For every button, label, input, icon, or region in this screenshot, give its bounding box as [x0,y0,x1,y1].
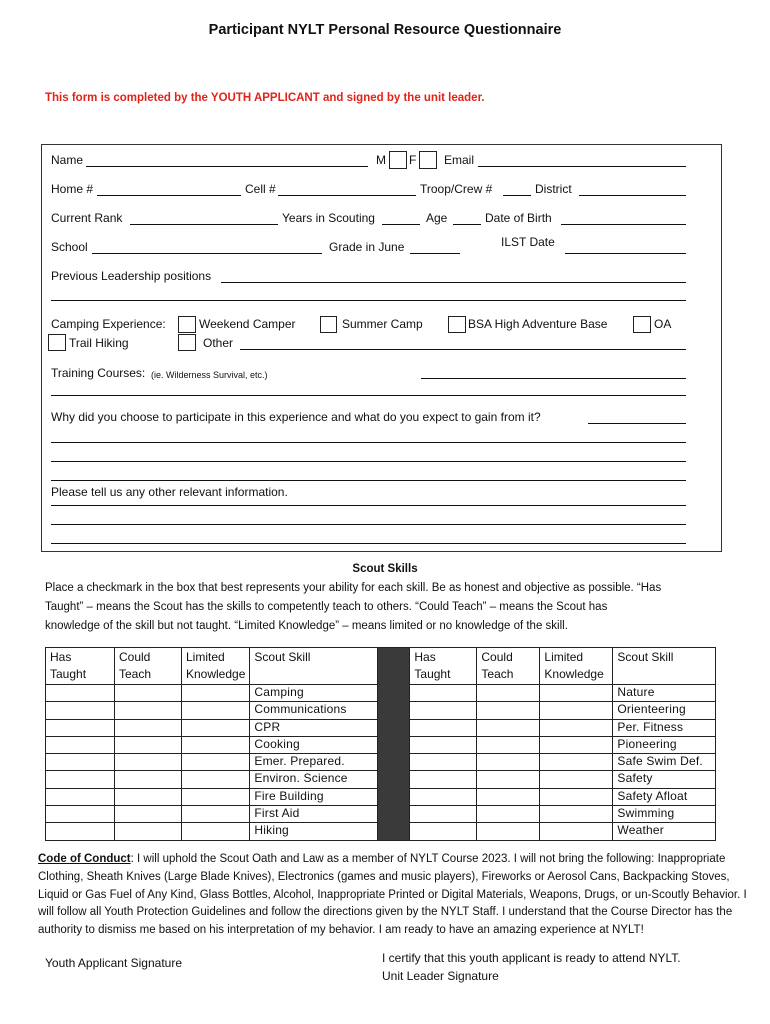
could-teach-cell[interactable] [477,685,540,702]
has-taught-cell[interactable] [46,771,115,788]
limited-knowledge-cell[interactable] [182,771,250,788]
could-teach-cell[interactable] [477,788,540,805]
other-field[interactable] [240,349,686,350]
training-field[interactable] [421,378,686,379]
age-field[interactable] [453,224,481,225]
has-taught-header-2 [410,648,477,685]
youth-signature-label: Youth Applicant Signature [45,956,182,970]
limited-knowledge-cell[interactable] [540,788,613,805]
other-info-label: Please tell us any other relevant information. [51,485,288,499]
limited-knowledge-cell[interactable] [540,771,613,788]
header-text: Taught [414,667,451,681]
header-text: Knowledge [544,667,604,681]
other-info-field[interactable] [51,505,686,506]
skill-name: Per. Fitness [613,719,716,736]
has-taught-cell[interactable] [410,788,477,805]
troop-field[interactable] [503,195,531,196]
has-taught-cell[interactable] [46,702,115,719]
has-taught-cell[interactable] [46,736,115,753]
header-text: Could [481,650,513,664]
could-teach-header [115,648,182,685]
school-label: School [51,240,88,254]
could-teach-cell[interactable] [115,754,182,771]
why-field[interactable] [588,423,686,424]
camping-label: Camping Experience: [51,317,166,331]
limited-knowledge-cell[interactable] [182,736,250,753]
skill-name: Fire Building [250,788,378,805]
email-label: Email [444,153,475,167]
current-rank-field[interactable] [130,224,278,225]
ilst-date-field[interactable] [565,253,686,254]
female-label: F [409,153,417,167]
has-taught-cell[interactable] [46,788,115,805]
scout-skill-header-2: Scout Skill [613,648,716,685]
ilst-date-label: ILST Date [501,235,555,249]
has-taught-cell[interactable] [410,806,477,823]
code-of-conduct [38,851,748,940]
has-taught-cell[interactable] [46,806,115,823]
limited-knowledge-cell[interactable] [540,719,613,736]
page-title: Participant NYLT Personal Resource Questionnaire [208,22,562,38]
skill-name: Pioneering [613,736,716,753]
home-phone-field[interactable] [97,195,241,196]
age-label: Age [426,211,448,225]
could-teach-cell[interactable] [115,702,182,719]
district-field[interactable] [579,195,686,196]
skills-header-row [46,648,716,685]
why-field-2[interactable] [51,442,686,443]
skills-intro-2: Taught” – means the Scout has the skills to competently teach to others. “Could Teach” – means the Scout has [45,601,608,613]
bsa-high-adventure-label: BSA High Adventure Base [468,317,608,331]
has-taught-cell[interactable] [410,736,477,753]
prev-leadership-label: Previous Leadership positions [51,269,212,283]
cell-phone-field[interactable] [278,195,416,196]
dob-label: Date of Birth [485,211,552,225]
scout-skills-heading: Scout Skills [352,563,418,575]
could-teach-cell[interactable] [477,754,540,771]
limited-knowledge-header [182,648,250,685]
header-text: Limited [544,650,584,664]
skill-name: CPR [250,719,378,736]
code-of-conduct-text: : I will uphold the Scout Oath and Law as a member of NYLT Course 2023. I will not bring the following: Inappropriate Clothing, Sheath Knives (Large Blade Knives), Electronics (games and music players), Fireworks or Aerosol Cans, Backpacking Stoves, Liquid or Gas Fuel of Any Kind, Glass Bottles, Alcohol, Inappropriate Printed or Digital Materials, Weapons, Drugs, or un-Scoutly Behavior. I will follow all Youth Protection Guidelines and follow the directions given by the NYLT Staff. I understand that the Course Director has the authority to dismiss me based on his interpretation of my behavior. I am ready to have an amazing experience at NYLT! [38,853,747,937]
header-text: Teach [481,667,514,681]
prev-leadership-field[interactable] [221,282,686,283]
skill-name: Swimming [613,806,716,823]
why-field-4[interactable] [51,480,686,481]
could-teach-cell[interactable] [477,719,540,736]
current-rank-label: Current Rank [51,211,123,225]
table-divider [378,648,410,841]
summer-camp-checkbox[interactable] [320,316,337,333]
unit-leader-signature-label: Unit Leader Signature [382,969,499,983]
limited-knowledge-cell[interactable] [182,823,250,840]
has-taught-cell[interactable] [410,685,477,702]
skill-name: Camping [250,685,378,702]
has-taught-cell[interactable] [46,685,115,702]
has-taught-cell[interactable] [410,702,477,719]
troop-label: Troop/Crew # [420,182,493,196]
skill-name: Communications [250,702,378,719]
could-teach-cell[interactable] [115,788,182,805]
limited-knowledge-cell[interactable] [540,685,613,702]
header-text: Taught [50,667,87,681]
limited-knowledge-cell[interactable] [182,806,250,823]
skill-name: Orienteering [613,702,716,719]
limited-knowledge-cell[interactable] [540,754,613,771]
skill-name: Cooking [250,736,378,753]
bsa-high-adventure-checkbox[interactable] [448,316,466,333]
limited-knowledge-cell[interactable] [540,806,613,823]
school-field[interactable] [92,253,322,254]
could-teach-header-2 [477,648,540,685]
name-field[interactable] [86,166,368,167]
limited-knowledge-header-2 [540,648,613,685]
skills-intro-1: Place a checkmark in the box that best represents your ability for each skill. Be as honest and objective as possible. “Has [45,582,662,594]
years-label: Years in Scouting [282,211,375,225]
could-teach-cell[interactable] [477,806,540,823]
could-teach-cell[interactable] [115,719,182,736]
limited-knowledge-cell[interactable] [182,788,250,805]
has-taught-cell[interactable] [46,823,115,840]
skill-name: Safe Swim Def. [613,754,716,771]
skill-name: Hiking [250,823,378,840]
has-taught-cell[interactable] [410,771,477,788]
limited-knowledge-cell[interactable] [540,702,613,719]
could-teach-cell[interactable] [477,823,540,840]
code-of-conduct-label: Code of Conduct [38,853,131,865]
other-info-field-2[interactable] [51,524,686,525]
training-label: Training Courses: [51,366,146,380]
has-taught-cell[interactable] [46,754,115,771]
header-text: Has [50,650,72,664]
district-label: District [535,182,572,196]
limited-knowledge-cell[interactable] [540,736,613,753]
could-teach-cell[interactable] [115,685,182,702]
instruction-subtitle: This form is completed by the YOUTH APPLICANT and signed by the unit leader. [45,92,485,104]
has-taught-cell[interactable] [410,754,477,771]
trail-hiking-label: Trail Hiking [69,336,129,350]
header-text: Could [119,650,151,664]
prev-leadership-field-2[interactable] [51,300,686,301]
cell-phone-label: Cell # [245,182,276,196]
training-note: (ie. Wilderness Survival, etc.) [151,370,268,380]
skill-name: Nature [613,685,716,702]
skill-name: First Aid [250,806,378,823]
email-field[interactable] [478,166,686,167]
other-checkbox[interactable] [178,334,196,351]
skill-name: Safety [613,771,716,788]
dob-field[interactable] [561,224,686,225]
skill-name: Weather [613,823,716,840]
limited-knowledge-cell[interactable] [182,719,250,736]
header-text: Has [414,650,436,664]
has-taught-header [46,648,115,685]
name-label: Name [51,153,84,167]
limited-knowledge-cell[interactable] [182,702,250,719]
could-teach-cell[interactable] [477,702,540,719]
home-phone-label: Home # [51,182,94,196]
could-teach-cell[interactable] [477,736,540,753]
skill-name: Safety Afloat [613,788,716,805]
female-checkbox[interactable] [419,151,437,169]
header-text: Knowledge [186,667,246,681]
certify-statement: I certify that this youth applicant is ready to attend NYLT. [382,951,681,965]
could-teach-cell[interactable] [115,771,182,788]
training-field-2[interactable] [51,395,686,396]
limited-knowledge-cell[interactable] [182,685,250,702]
male-label: M [376,153,386,167]
has-taught-cell[interactable] [410,823,477,840]
grade-field[interactable] [410,253,460,254]
weekend-camper-checkbox[interactable] [178,316,196,333]
trail-hiking-checkbox[interactable] [48,334,66,351]
header-text: Teach [119,667,152,681]
has-taught-cell[interactable] [46,719,115,736]
has-taught-cell[interactable] [410,719,477,736]
limited-knowledge-cell[interactable] [182,754,250,771]
other-label: Other [203,336,234,350]
limited-knowledge-cell[interactable] [540,823,613,840]
could-teach-cell[interactable] [115,823,182,840]
why-question: Why did you choose to participate in this experience and what do you expect to gain from it? [51,410,541,424]
other-info-field-3[interactable] [51,543,686,544]
could-teach-cell[interactable] [477,771,540,788]
could-teach-cell[interactable] [115,736,182,753]
could-teach-cell[interactable] [115,806,182,823]
oa-label: OA [654,317,672,331]
weekend-camper-label: Weekend Camper [199,317,296,331]
skill-name: Emer. Prepared. [250,754,378,771]
years-field[interactable] [382,224,420,225]
grade-label: Grade in June [329,240,405,254]
oa-checkbox[interactable] [633,316,651,333]
skills-intro-3: knowledge of the skill but not taught. “Limited Knowledge” – means limited or no knowledge of the skill. [45,620,568,632]
summer-camp-label: Summer Camp [342,317,423,331]
male-checkbox[interactable] [389,151,407,169]
why-field-3[interactable] [51,461,686,462]
header-text: Limited [186,650,225,664]
skills-table [45,647,716,841]
scout-skill-header: Scout Skill [250,648,378,685]
skill-name: Environ. Science [250,771,378,788]
